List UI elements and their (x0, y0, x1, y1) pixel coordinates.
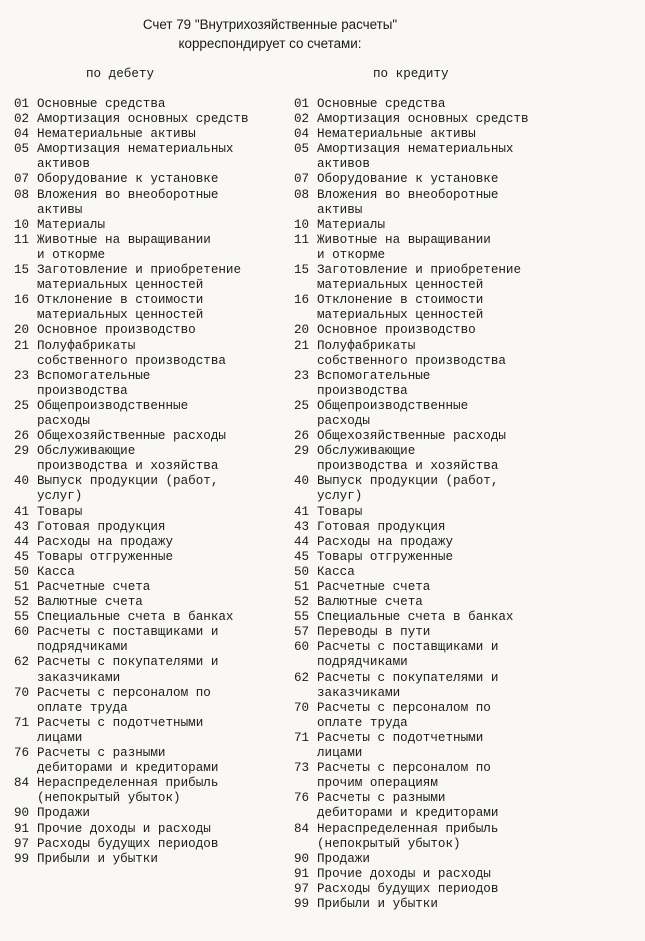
debit-account-row (14, 97, 286, 112)
debit-account-row (14, 505, 286, 520)
account-name: Расходы на продажу (317, 534, 454, 549)
account-name: Общехозяйственные расходы (317, 429, 506, 444)
account-code: 05 (294, 142, 310, 157)
credit-account-list (294, 97, 594, 912)
credit-account-row (294, 852, 594, 867)
account-name: Нематериальные активы (317, 127, 476, 142)
account-code: 52 (14, 595, 30, 610)
credit-account-row (294, 474, 594, 504)
account-name: Касса (37, 564, 75, 579)
account-name: Общехозяйственные расходы (37, 429, 226, 444)
account-name: Расходы будущих периодов (37, 836, 219, 851)
account-code: 16 (294, 293, 310, 308)
debit-account-row (14, 550, 286, 565)
credit-account-row (294, 761, 594, 791)
credit-account-row (294, 610, 594, 625)
debit-account-row (14, 474, 286, 504)
account-code: 21 (14, 338, 30, 353)
debit-account-row (14, 218, 286, 233)
account-code: 10 (294, 217, 310, 232)
account-name: Расходы будущих периодов (317, 881, 499, 896)
account-name: Нераспределенная прибыль (непокрытый убыток) (37, 776, 219, 806)
debit-account-row (14, 369, 286, 399)
account-code: 97 (294, 881, 310, 896)
account-name: Полуфабрикаты собственного производства (317, 338, 506, 368)
account-name: Расчеты с подотчетными лицами (317, 730, 484, 761)
debit-account-row (14, 610, 286, 625)
account-code: 70 (294, 700, 310, 715)
credit-account-row (294, 625, 594, 640)
credit-account-row (294, 640, 594, 670)
debit-account-row (14, 746, 286, 776)
account-code: 71 (294, 730, 310, 745)
account-name: Нераспределенная прибыль (непокрытый убыток) (317, 821, 499, 851)
account-name: Валютные счета (37, 595, 143, 610)
account-code: 29 (294, 444, 310, 459)
debit-account-row (14, 233, 286, 263)
account-name: Заготовление и приобретение материальных ценностей (37, 263, 242, 293)
account-code: 60 (14, 625, 30, 640)
account-code: 55 (14, 610, 30, 625)
credit-account-row (294, 188, 594, 218)
account-code: 04 (14, 127, 30, 142)
debit-account-row (14, 716, 286, 746)
account-name: Расчеты с разными дебиторами и кредиторами (317, 791, 499, 821)
account-name: Расчеты с покупателями и заказчиками (317, 670, 499, 700)
account-code: 25 (14, 398, 30, 413)
account-name: Расчетные счета (37, 580, 151, 594)
account-code: 26 (14, 429, 30, 444)
account-name: Готовая продукция (37, 519, 166, 534)
account-name: Специальные счета в банках (317, 610, 514, 625)
credit-account-row (294, 142, 594, 172)
credit-column-heading: по кредиту (373, 67, 449, 81)
account-code: 91 (294, 866, 310, 881)
credit-account-row (294, 399, 594, 429)
account-code: 07 (294, 172, 310, 187)
credit-account-row (294, 520, 594, 535)
account-code: 84 (294, 821, 310, 836)
account-name: Товары (317, 504, 363, 519)
credit-account-row (294, 323, 594, 338)
credit-account-row (294, 369, 594, 399)
debit-account-row (14, 263, 286, 293)
account-name: Продажи (37, 806, 90, 821)
account-code: 15 (14, 263, 30, 278)
account-name: Обслуживающие производства и хозяйства (317, 444, 499, 474)
account-name: Выпуск продукции (работ, услуг) (37, 474, 219, 504)
account-name: Оборудование к установке (37, 172, 219, 187)
account-name: Амортизация нематериальных активов (317, 142, 514, 172)
account-code: 02 (294, 112, 310, 127)
account-name: Оборудование к установке (317, 172, 499, 187)
debit-account-row (14, 520, 286, 535)
credit-account-row (294, 97, 594, 112)
account-name: Общепроизводственные расходы (37, 398, 189, 428)
debit-account-row (14, 625, 286, 655)
account-code: 21 (294, 338, 310, 353)
account-name: Прочие доходы и расходы (317, 866, 491, 881)
account-name: Готовая продукция (317, 519, 446, 534)
account-code: 41 (294, 504, 310, 519)
account-code: 01 (14, 97, 30, 111)
account-name: Животные на выращивании и откорме (317, 232, 491, 262)
account-code: 73 (294, 761, 310, 776)
account-name: Товары отгруженные (317, 549, 454, 564)
account-name: Расчеты с покупателями и заказчиками (37, 655, 219, 685)
debit-account-row (14, 565, 286, 580)
account-name: Товары отгруженные (37, 549, 174, 564)
account-code: 50 (14, 564, 30, 579)
account-code: 52 (294, 595, 310, 610)
credit-account-row (294, 505, 594, 520)
account-name: Продажи (317, 851, 370, 866)
account-code: 20 (14, 323, 30, 338)
credit-account-row (294, 791, 594, 821)
account-code: 43 (294, 519, 310, 534)
account-name: Расчеты с персоналом по оплате труда (317, 700, 491, 730)
account-name: Обслуживающие производства и хозяйства (37, 444, 219, 474)
credit-account-row (294, 172, 594, 187)
debit-account-row (14, 188, 286, 218)
credit-account-row (294, 127, 594, 142)
account-code: 02 (14, 112, 30, 127)
account-code: 15 (294, 263, 310, 278)
account-code: 60 (294, 640, 310, 655)
account-code: 23 (14, 368, 30, 383)
debit-account-row (14, 142, 286, 172)
document-title: Счет 79 "Внутрихозяйственные расчеты" (142, 17, 398, 32)
debit-account-row (14, 339, 286, 369)
account-code: 51 (294, 580, 310, 594)
account-name: Отклонение в стоимости материальных ценностей (317, 293, 484, 323)
credit-account-row (294, 218, 594, 233)
credit-account-row (294, 112, 594, 127)
account-name: Расчеты с персоналом по прочим операциям (317, 761, 491, 791)
account-name: Заготовление и приобретение материальных ценностей (317, 263, 522, 293)
account-code: 62 (14, 655, 30, 670)
account-code: 43 (14, 519, 30, 534)
account-name: Товары (37, 504, 83, 519)
account-code: 10 (14, 217, 30, 232)
account-name: Выпуск продукции (работ, услуг) (317, 474, 499, 504)
account-name: Вложения во внеоборотные активы (37, 187, 219, 217)
account-code: 91 (14, 821, 30, 836)
debit-account-row (14, 837, 286, 852)
debit-account-row (14, 580, 286, 595)
debit-account-row (14, 822, 286, 837)
debit-account-row (14, 323, 286, 338)
credit-account-row (294, 595, 594, 610)
credit-account-row (294, 293, 594, 323)
account-code: 08 (294, 187, 310, 202)
account-code: 76 (294, 791, 310, 806)
debit-account-row (14, 776, 286, 806)
credit-account-row (294, 444, 594, 474)
account-name: Вспомогательные производства (37, 368, 151, 398)
debit-account-row (14, 444, 286, 474)
account-name: Нематериальные активы (37, 127, 196, 142)
account-code: 44 (294, 534, 310, 549)
debit-account-row (14, 399, 286, 429)
credit-account-row (294, 429, 594, 444)
account-code: 07 (14, 172, 30, 187)
account-code: 23 (294, 368, 310, 383)
credit-account-row (294, 671, 594, 701)
account-name: Касса (317, 564, 355, 579)
account-code: 11 (294, 232, 310, 247)
account-code: 40 (294, 474, 310, 489)
credit-account-row (294, 731, 594, 761)
account-code: 44 (14, 534, 30, 549)
account-name: Расчеты с подотчетными лицами (37, 715, 204, 745)
account-name: Расходы на продажу (37, 534, 174, 549)
account-code: 01 (294, 97, 310, 111)
account-name: Переводы в пути (317, 625, 431, 640)
account-name: Валютные счета (317, 595, 423, 610)
account-code: 20 (294, 323, 310, 338)
account-code: 04 (294, 127, 310, 142)
credit-account-row (294, 565, 594, 580)
account-code: 62 (294, 670, 310, 685)
account-code: 25 (294, 398, 310, 413)
account-code: 50 (294, 564, 310, 579)
account-code: 84 (14, 776, 30, 791)
account-code: 99 (14, 851, 30, 866)
credit-account-row (294, 263, 594, 293)
debit-account-row (14, 535, 286, 550)
credit-account-row (294, 882, 594, 897)
account-name: Основное производство (37, 323, 196, 338)
account-code: 40 (14, 474, 30, 489)
debit-account-row (14, 293, 286, 323)
account-code: 41 (14, 504, 30, 519)
account-name: Расчеты с поставщиками и подрядчиками (37, 625, 219, 655)
account-code: 08 (14, 187, 30, 202)
debit-account-row (14, 112, 286, 127)
account-name: Прибыли и убытки (37, 851, 158, 866)
account-code: 16 (14, 293, 30, 308)
account-name: Амортизация нематериальных активов (37, 142, 234, 172)
account-name: Специальные счета в банках (37, 610, 234, 625)
account-name: Прибыли и убытки (317, 896, 438, 911)
account-name: Амортизация основных средств (37, 112, 249, 127)
credit-account-row (294, 580, 594, 595)
account-name: Расчетные счета (317, 580, 431, 594)
credit-account-row (294, 867, 594, 882)
account-name: Животные на выращивании и откорме (37, 232, 211, 262)
credit-account-row (294, 233, 594, 263)
account-name: Вложения во внеоборотные активы (317, 187, 499, 217)
account-code: 11 (14, 232, 30, 247)
debit-account-row (14, 127, 286, 142)
account-name: Общепроизводственные расходы (317, 398, 469, 428)
account-name: Основные средства (317, 97, 446, 111)
debit-account-row (14, 595, 286, 610)
account-code: 71 (14, 715, 30, 730)
account-name: Расчеты с поставщиками и подрядчиками (317, 640, 499, 670)
account-name: Основное производство (317, 323, 476, 338)
account-code: 76 (14, 746, 30, 761)
account-name: Амортизация основных средств (317, 112, 529, 127)
account-code: 55 (294, 610, 310, 625)
account-code: 29 (14, 444, 30, 459)
account-name: Материалы (37, 217, 106, 232)
account-code: 97 (14, 836, 30, 851)
debit-account-list (14, 97, 286, 867)
credit-account-row (294, 339, 594, 369)
account-name: Расчеты с персоналом по оплате труда (37, 685, 211, 715)
account-code: 45 (294, 549, 310, 564)
credit-account-row (294, 897, 594, 912)
account-code: 90 (294, 851, 310, 866)
account-name: Основные средства (37, 97, 166, 111)
debit-account-row (14, 172, 286, 187)
debit-account-row (14, 806, 286, 821)
account-name: Материалы (317, 217, 386, 232)
account-name: Полуфабрикаты собственного производства (37, 338, 226, 368)
account-name: Прочие доходы и расходы (37, 821, 211, 836)
debit-column-heading: по дебету (86, 67, 155, 81)
credit-account-row (294, 822, 594, 852)
debit-account-row (14, 429, 286, 444)
credit-account-row (294, 701, 594, 731)
account-code: 05 (14, 142, 30, 157)
account-code: 26 (294, 429, 310, 444)
account-code: 45 (14, 549, 30, 564)
debit-account-row (14, 655, 286, 685)
account-name: Вспомогательные производства (317, 368, 431, 398)
document-subtitle: корреспондирует со счетами: (178, 36, 362, 51)
account-code: 51 (14, 580, 30, 594)
account-code: 70 (14, 685, 30, 700)
account-code: 57 (294, 625, 310, 640)
account-code: 90 (14, 806, 30, 821)
account-code: 99 (294, 896, 310, 911)
credit-account-row (294, 550, 594, 565)
account-name: Расчеты с разными дебиторами и кредиторами (37, 746, 219, 776)
account-name: Отклонение в стоимости материальных ценностей (37, 293, 204, 323)
debit-account-row (14, 686, 286, 716)
credit-account-row (294, 535, 594, 550)
debit-account-row (14, 852, 286, 867)
